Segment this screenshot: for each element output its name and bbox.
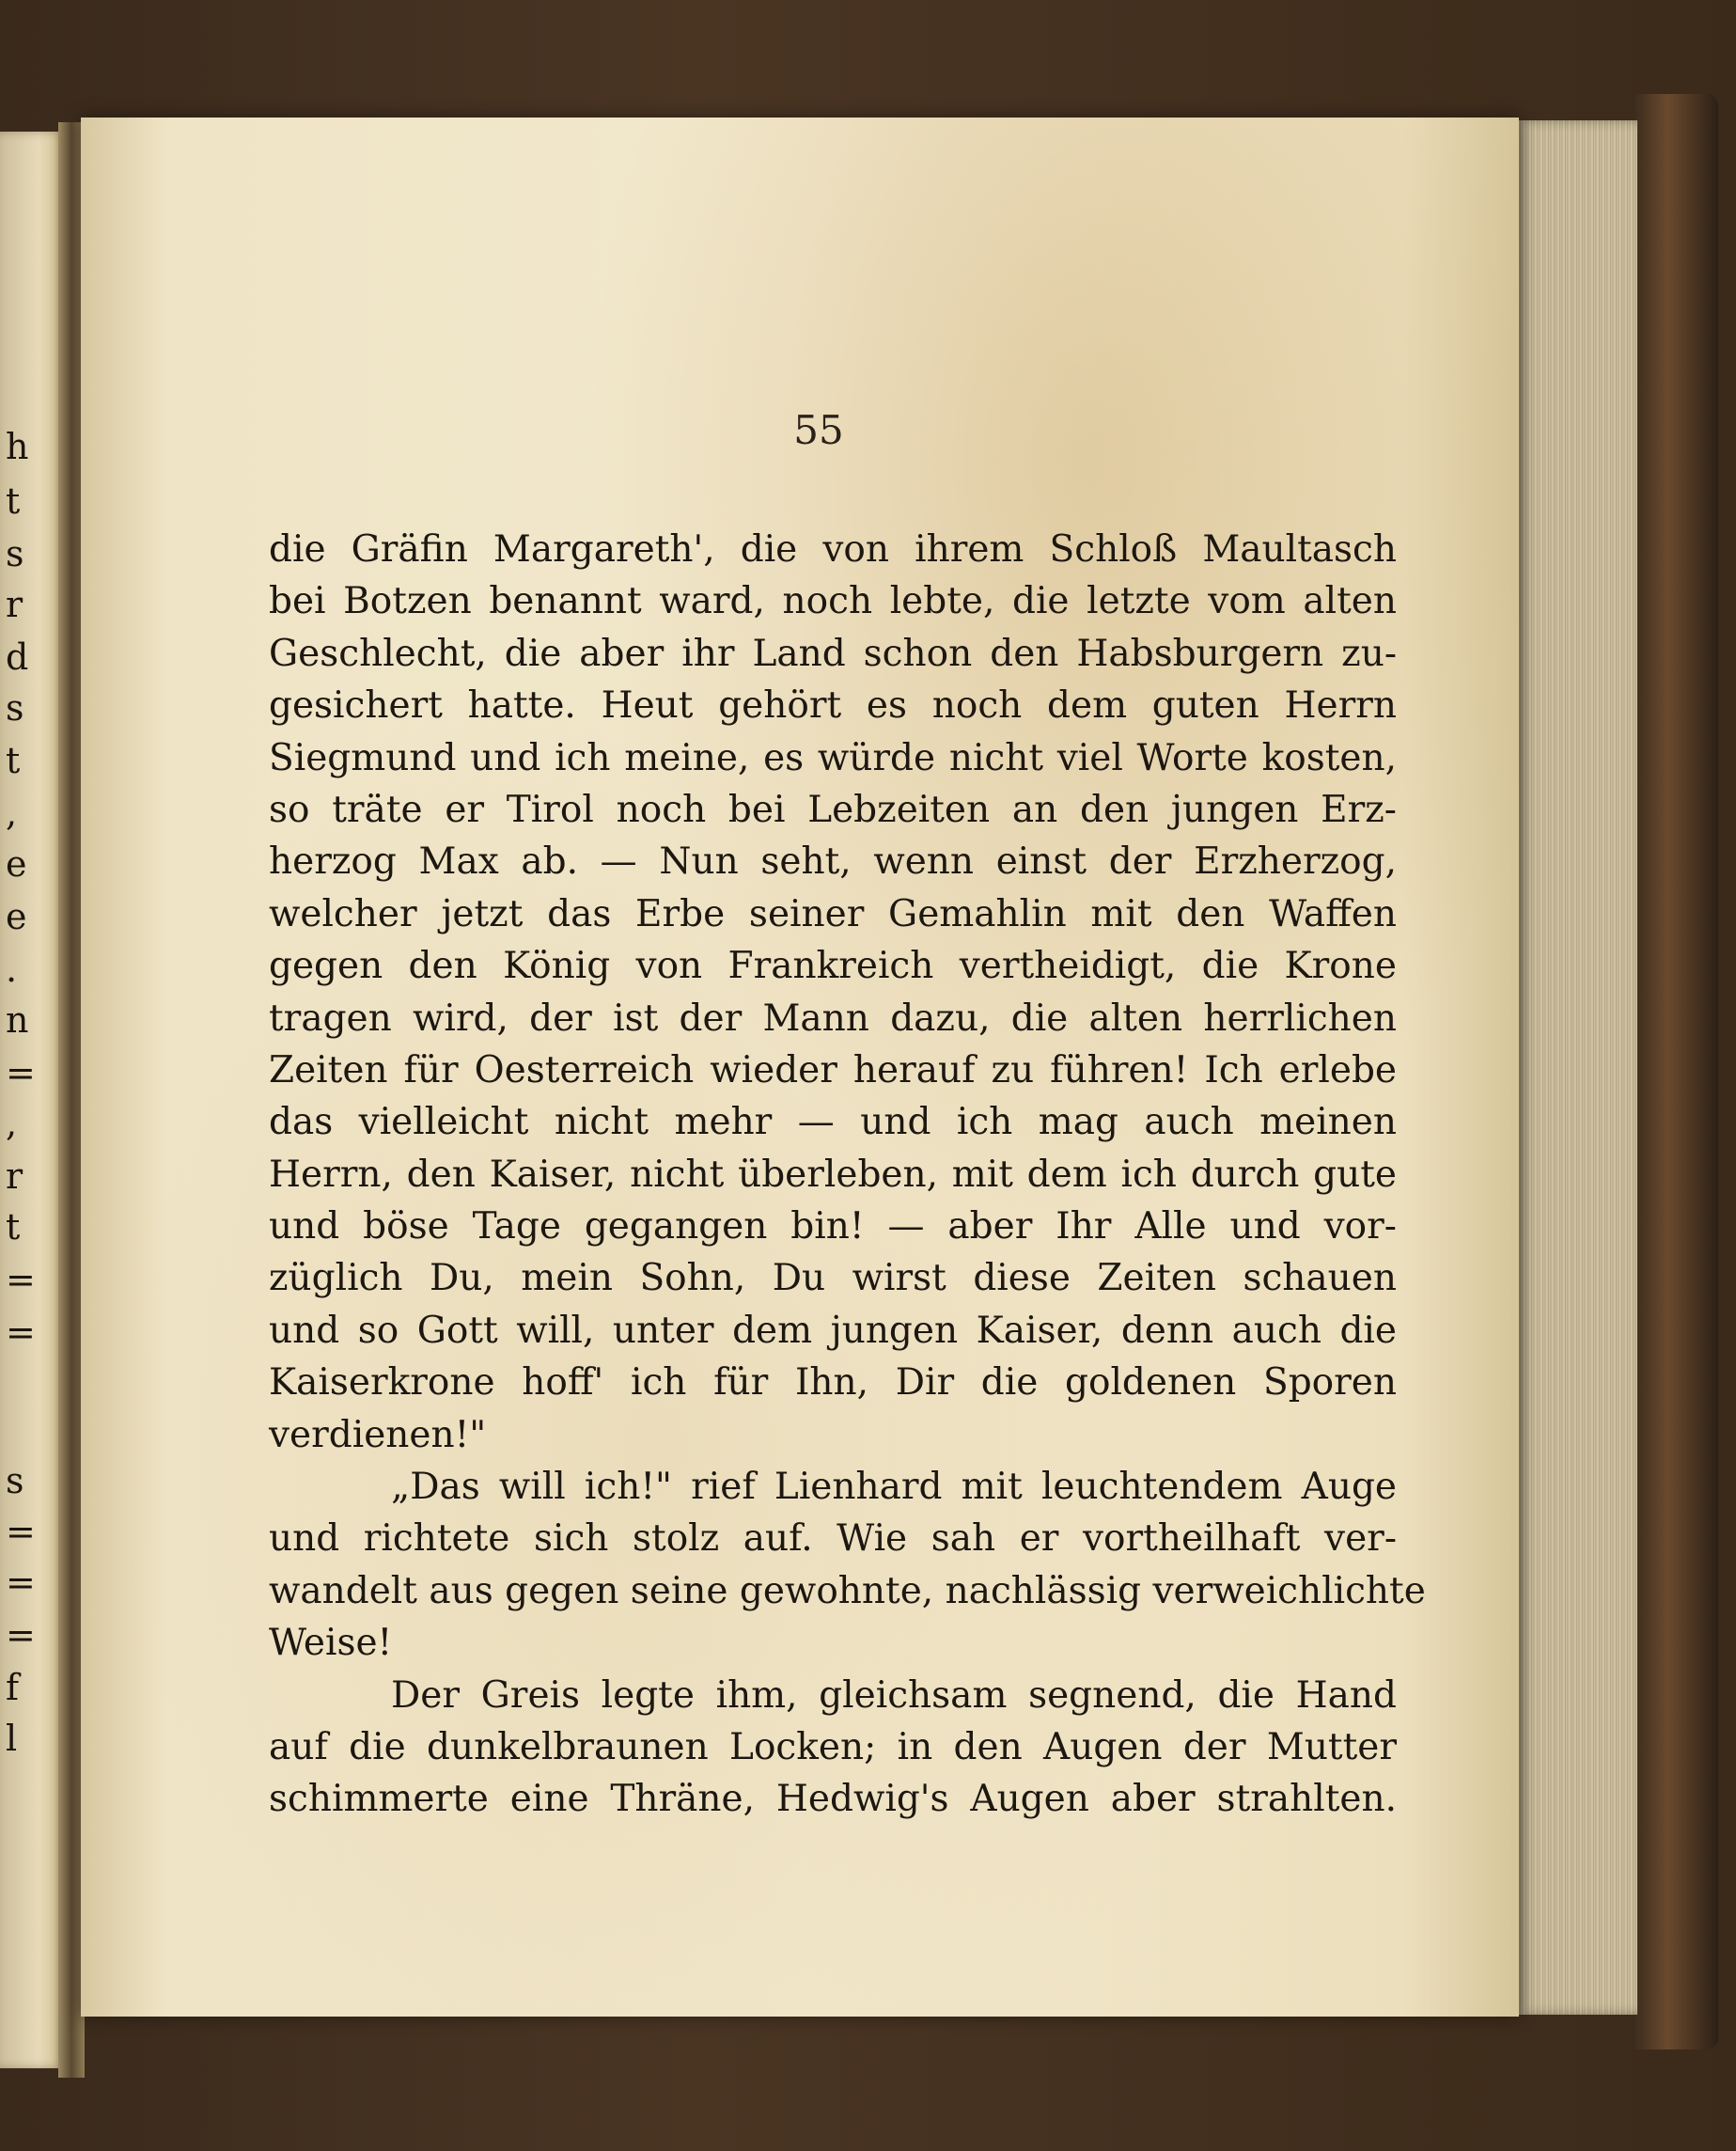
text-line: welcher jetzt das Erbe seiner Gemahlin mit den Waffen — [269, 892, 1397, 935]
left-page-fragment: d — [6, 636, 29, 678]
text-line: wandelt aus gegen seine gewohnte, nachlässig verweichlichte — [269, 1569, 1426, 1612]
left-page-fragment: , — [6, 1103, 18, 1144]
text-line: Herrn, den Kaiser, nicht überleben, mit dem ich durch gute — [269, 1153, 1397, 1196]
text-line: auf die dunkelbraunen Locken; in den Augen der Mutter — [269, 1725, 1397, 1768]
left-page-fragment: = — [6, 1259, 36, 1300]
page-edges — [1515, 120, 1637, 2015]
text-line: Geschlecht, die aber ihr Land schon den Habsburgern zu- — [269, 632, 1397, 675]
left-page-fragment: , — [6, 793, 18, 834]
text-line: so träte er Tirol noch bei Lebzeiten an den jungen Erz- — [269, 788, 1397, 831]
text-line: gegen den König von Frankreich vertheidigt, die Krone — [269, 945, 1397, 988]
text-line: Weise! — [269, 1622, 393, 1665]
page-number: 55 — [793, 407, 844, 453]
left-page-fragment: s — [6, 1460, 24, 1501]
text-line: bei Botzen benannt ward, noch lebte, die letzte vom alten — [269, 580, 1397, 623]
text-line: das vielleicht nicht mehr — und ich mag auch meinen — [269, 1101, 1397, 1144]
text-line: Zeiten für Oesterreich wieder herauf zu führen! Ich erlebe — [269, 1048, 1397, 1091]
text-line: Siegmund und ich meine, es würde nicht viel Worte kosten, — [269, 736, 1397, 779]
text-line: verdienen!" — [269, 1413, 487, 1456]
left-page-fragment: . — [6, 949, 18, 990]
text-line: tragen wird, der ist der Mann dazu, die alten herrlichen — [269, 997, 1397, 1040]
left-page-fragment: = — [6, 1614, 36, 1656]
left-page-fragment: = — [6, 1562, 36, 1603]
text-line: und richtete sich stolz auf. Wie sah er vortheilhaft ver- — [269, 1517, 1397, 1561]
book-cover-edge — [1634, 94, 1718, 2049]
text-line: Kaiserkrone hoff' ich für Ihn, Dir die goldenen Sporen — [269, 1361, 1397, 1405]
left-page-fragment: t — [6, 1206, 21, 1248]
left-page-fragment: e — [6, 896, 27, 937]
text-line: herzog Max ab. — Nun seht, wenn einst der Erzherzog, — [269, 840, 1397, 884]
left-page-fragment: r — [6, 584, 23, 625]
left-page-fragment: = — [6, 1511, 36, 1552]
left-page-fragment: t — [6, 480, 21, 522]
left-page-fragment: = — [6, 1311, 36, 1353]
left-page-fragment: l — [6, 1718, 18, 1759]
left-page-fragment: r — [6, 1155, 23, 1197]
book-page — [81, 118, 1519, 2017]
text-line: gesichert hatte. Heut gehört es noch dem guten Herrn — [269, 684, 1397, 728]
text-line: und so Gott will, unter dem jungen Kaiser, denn auch die — [269, 1309, 1397, 1352]
text-line: „Das will ich!" rief Lienhard mit leuchtendem Auge — [391, 1466, 1397, 1509]
text-line: die Gräfin Margareth', die von ihrem Schloß Maultasch — [269, 528, 1397, 571]
left-page-fragment: s — [6, 687, 24, 729]
left-page-fragment: = — [6, 1052, 36, 1093]
text-line: züglich Du, mein Sohn, Du wirst diese Zeiten schauen — [269, 1257, 1397, 1300]
left-page-margin — [0, 132, 64, 2068]
text-line: schimmerte eine Thräne, Hedwig's Augen aber strahlten. — [269, 1778, 1397, 1821]
left-page-fragment: f — [6, 1667, 20, 1708]
left-page-fragment: h — [6, 426, 29, 467]
text-line: Der Greis legte ihm, gleichsam segnend, die Hand — [391, 1673, 1397, 1717]
left-page-fragment: t — [6, 740, 21, 781]
left-page-fragment: e — [6, 843, 27, 885]
left-page-fragment: n — [6, 999, 29, 1041]
page-text — [269, 524, 1426, 1826]
left-page-fragment: s — [6, 533, 24, 574]
text-line: und böse Tage gegangen bin! — aber Ihr Alle und vor- — [269, 1205, 1397, 1248]
